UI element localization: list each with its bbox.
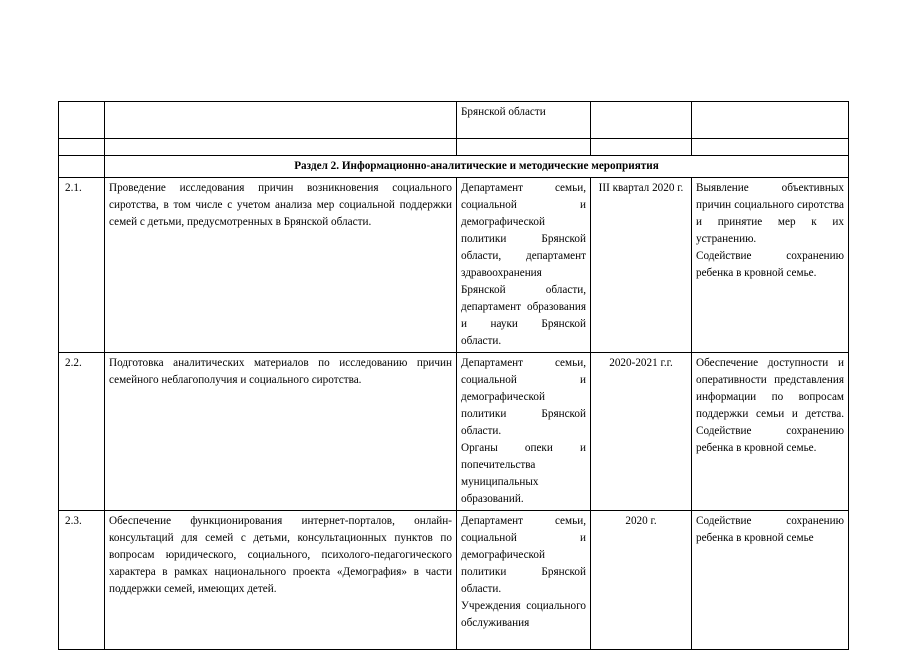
result-cell [692, 178, 849, 353]
row-number: 2.2. [59, 353, 105, 511]
row-number: 2.1. [59, 178, 105, 353]
cell-result [692, 102, 849, 139]
result-text: Выявление объективных причин социального сиротства и принятие мер к их устранению. [696, 182, 844, 245]
table-row-spacer [59, 139, 849, 156]
row-number: 2.3. [59, 511, 105, 650]
result-text: Содействие сохранению ребенка в кровной семье. [696, 250, 844, 279]
result-text: Содействие сохранению ребенка в кровной семье [692, 511, 849, 650]
executor-text: Департамент семьи, социальной и демографической политики Брянской области, департамент здравоохранения Брянской области, департамент образования и науки Брянской области. [457, 178, 591, 353]
executor-text: Учреждения социального обслуживания [461, 600, 586, 629]
cell-num [59, 102, 105, 139]
activity-text: Подготовка аналитических материалов по исследованию причин семейного неблагополучия и социального сиротства. [105, 353, 457, 511]
term-text: 2020-2021 г.г. [591, 353, 692, 511]
section-title: Раздел 2. Информационно-аналитические и методические мероприятия [105, 156, 849, 178]
term-text: III квартал 2020 г. [591, 178, 692, 353]
executor-text: Департамент семьи, социальной и демографической политики Брянской области. [461, 515, 586, 595]
action-plan-table [58, 101, 849, 650]
cell-activity [105, 102, 457, 139]
table-row [59, 102, 849, 139]
cell-term [591, 102, 692, 139]
cell-executor: Брянской области [457, 102, 591, 139]
activity-text: Проведение исследования причин возникновения социального сиротства, в том числе с учетом анализа мер социальной поддержки семей с детьми, предусмотренных в Брянской области. [105, 178, 457, 353]
executor-text: Департамент семьи, социальной и демографической политики Брянской области. [461, 357, 586, 437]
executor-text: Органы опеки и попечительства муниципальных образований. [461, 442, 586, 505]
activity-text: Обеспечение функционирования интернет-порталов, онлайн-консультаций для семей с детьми, консультационных пунктов по вопросам юридического, социального, психолого-педагогического характера в рамках национального проекта «Демография» в части поддержки семей, имеющих детей. [105, 511, 457, 650]
term-text: 2020 г. [591, 511, 692, 650]
table-row [59, 178, 849, 353]
executor-cell [457, 511, 591, 650]
table-row [59, 353, 849, 511]
section-header-row [59, 156, 849, 178]
executor-cell [457, 353, 591, 511]
result-text: Обеспечение доступности и оперативности представления информации по вопросам поддержки семьи и детства. Содействие сохранению ребенка в кровной семье. [692, 353, 849, 511]
table-row [59, 511, 849, 650]
